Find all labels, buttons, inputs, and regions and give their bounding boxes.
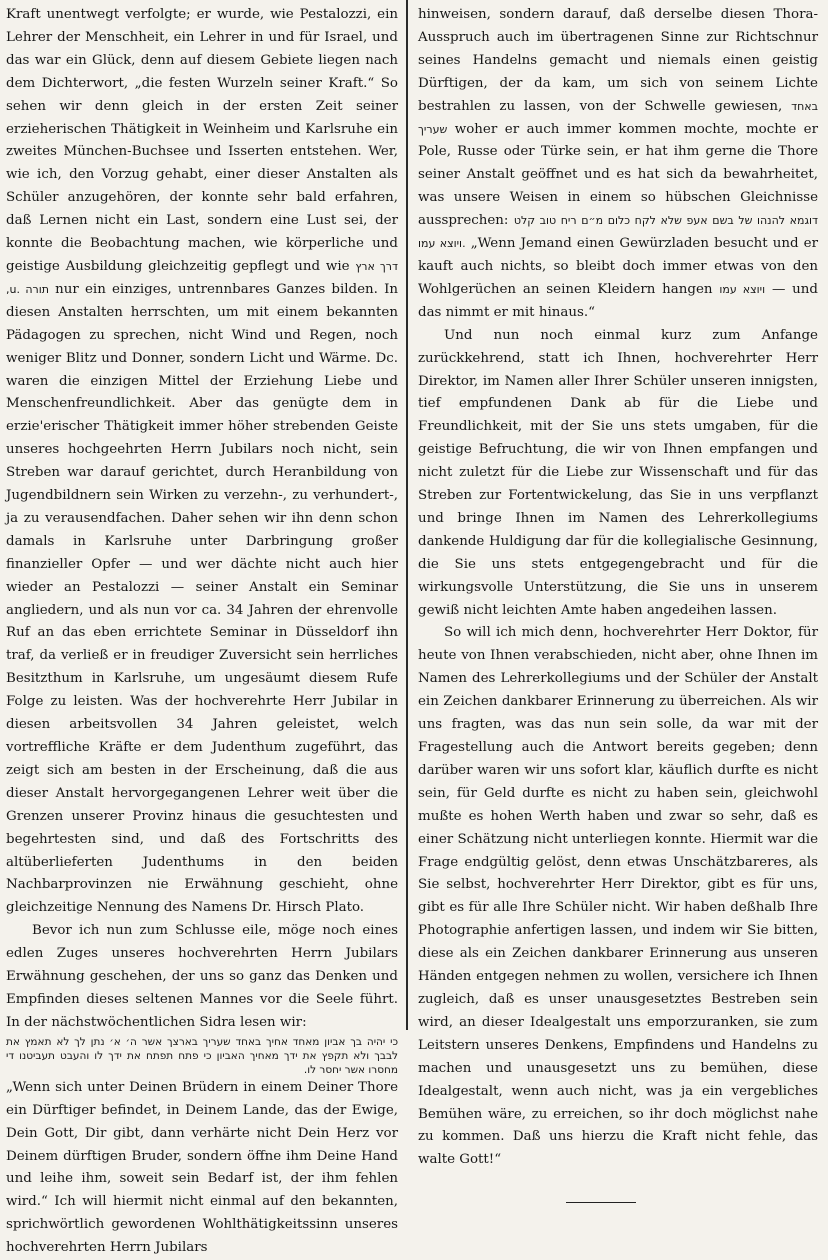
left-paragraph-1 — [6, 4, 398, 920]
hebrew-phrase-beachad-shearecha: באחד שעריך — [418, 99, 818, 136]
hebrew-parable-quote: דוגמא להנהו של בשם אעפ שלא לקח כלום מ״ם ריח טוב קלט ויוצא עמו. — [418, 214, 819, 251]
left-paragraph-1-text: Kraft unentwegt verfolgte; er wurde, wie Pestalozzi, ein Lehrer der Menschheit, ein Lehrer in und für Israel, und das war ein Glück, denn auf diesem Gebiete liegen nach dem Dichterwort, „die festen Wurzeln seiner Kraft.“ So sehen wir denn gleich in der ersten Zeit seiner erzieherischen Thätigkeit in Weinheim und Karlsruhe ein zweites München-Buchsee und Isserten entstehen. Wer, wie ich, den Vorzug gehabt, einer dieser Anstalten als Schüler anzugehören, der konnte sehr bald erfahren, daß Lernen nicht ein Last, sondern eine Lust sei, der konnte die Beobachtung machen, wie körperliche und geistige Ausbildung gleichzeitig gepflegt und wie — [6, 7, 398, 274]
right-paragraph-2: Und nun noch einmal kurz zum Anfange zurückkehrend, statt ich Ihnen, hochverehrter Herr Direktor, im Namen aller Ihrer Schüler unseren innigsten, tief empfundenen Dank ab für die Liebe und Freundlichkeit, mit der Sie uns stets umgaben, für die geistige Befruchtung, die wir von Ihnen empfangen und nicht zuletzt für die Liebe zur Wissenschaft und für das Streben zur Fortentwickelung, das Sie in uns verpflanzt und bringe Ihnen im Namen des Lehrerkollegiums dankende Huldigung dar für die kollegialische Gesinnung, die Sie uns stets entgegengebracht und für die wirkungsvolle Unterstützung, die Sie uns in unserem gewiß nicht leichten Amte haben angedeihen lassen. — [418, 327, 818, 618]
left-paragraph-2-text: Bevor ich nun zum Schlusse eile, möge noch eines edlen Zuges unseres hochverehrten Herrn Jubilars Erwähnung geschehen, der uns so ganz das Denken und Empfinden dieses seltenen Mannes vor die Seele führt. In der nächstwöchentlichen Sidra lesen wir: — [6, 923, 398, 1030]
left-paragraph-1-continuation: nur ein einziges, untrennbares Ganzes bilden. In diesen Anstalten herrschten, um mit einem bekannten Pädagogen zu sprechen, nicht Wind und Regen, noch weniger Blitz und Donner, sondern Licht und Wärme. Dc. waren die einzigen Mittel der Erziehung Liebe und Menschenfreundlichkeit. Aber das genügte dem in erzie'erischer Thätigkeit immer höher strebenden Geiste unseres hochgeehrten Herrn Jubilars noch nicht, sein Streben war darauf gerichtet, durch Heranbildung von Jugendbildnern sein Wirken zu verzehn-, zu verhundert-, ja zu verausendfachen. Daher sehen wir ihn denn schon damals in Karlsruhe unter Darbringung großer finanzieller Opfer — und wer dächte nicht auch hier wieder an Pestalozzi — seiner Anstalt ein Seminar angliedern, und als nun vor ca. 34 Jahren der ehrenvolle Ruf an das eben errichtete Seminar in Düsseldorf ihn traf, da verließ er in freudiger Zuversicht sein herrliches Besitzthum in Karlsruhe, um ungesäumt diesem Rufe Folge zu leisten. Was der hochverehrte Herr Jubilar in diesen arbeitsvollen 34 Jahren geleistet, welch vortreffliche Kräfte er dem Judenthum zugeführt, das zeigt sich am besten in der Erscheinung, daß die aus dieser Anstalt hervorgegangenen Lehrer weit über die Grenzen unserer Provinz hinaus die gesuchtesten und begehrtesten sind, und daß des Fortschritts des altüberlieferten Judenthums in den beiden Nachbarprovinzen nie Erwähnung geschieht, ohne gleichzeitige Nennung des Namens Dr. Hirsch Plato. — [6, 281, 398, 916]
right-paragraph-1-end: „Wenn Jemand einen Gewürzladen besucht und er kauft auch nichts, so bleibt doch immer etwas von den Wohlgerüchen an seinen Kleidern hangen — [418, 236, 819, 297]
hebrew-phrase-veyotze-imo: ויוצא עמו — [719, 282, 766, 296]
hebrew-phrase-derech-eretz: דרך ארץ ,u. תורה — [6, 259, 398, 296]
right-column — [408, 4, 819, 1168]
closing-rule — [566, 1202, 636, 1203]
left-paragraph-2-quote: „Wenn sich unter Deinen Brüdern in einem Deiner Thore ein Dürftiger befindet, in Deinem Lande, das der Ewige, Dein Gott, Dir gibt, dann verhärte nicht Dein Herz vor Deinem dürftigen Bruder, sondern öffne ihm Deine Hand und leihe ihm, soweit sein Bedarf ist, der ihm fehlen wird.“ Ich will hiermit nicht einmal auf den bekannten, sprichwörtlich gewordenen Wohlthätigkeitssinn unseres hochverehrten Herrn Jubilars — [6, 1079, 398, 1256]
left-column — [6, 4, 406, 1256]
right-paragraph-1-tail: — und das nimmt er mit hinaus.“ — [418, 281, 818, 320]
hebrew-torah-quote: כי יהיה בך אביון מאחד אחיך באחד שעריך בארצך אשר ה׳ א׳ נתן לך לא תאמץ את לבבך ולא תקפץ את ידך מאחיך האביון כי פתח תפתח את ידך לו והעבט תעביטנו די מחסרו אשר יחסר לו. — [6, 1035, 398, 1076]
right-paragraph-1 — [418, 4, 818, 325]
left-paragraph-2 — [6, 920, 398, 1035]
right-paragraph-3: So will ich mich denn, hochverehrter Herr Doktor, für heute von Ihnen verabschieden, nicht aber, ohne Ihnen im Namen des Lehrerkollegiums und der Schüler der Anstalt ein Zeichen dankbarer Erinnerung zu überreichen. Als wir uns fragten, was das nun sein solle, da war mit der Fragestellung auch die Antwort bereits gegeben; denn darüber waren wir uns sofort klar, käuflich durfte es nicht sein, für Geld durfte es nicht zu haben sein, gleichwohl mußte es hohen Werth haben und zwar so sehr, daß es einer Schätzung nicht unterliegen konnte. Hiermit war die Frage endgültig gelöst, denn etwas Unschätzbareres, als Sie selbst, hochverehrter Herr Direktor, gibt es für uns, gibt es für alle Ihre Schüler nicht. Wir haben deßhalb Ihre Photographie anfertigen lassen, und indem wir Sie bitten, diese als ein Zeichen dankbarer Erinnerung aus unseren Händen entgegen nehmen zu wollen, versichere ich Ihnen zugleich, daß es unser unausgesetztes Bestreben sein wird, an dieser Idealgestalt uns emporzuranken, sie zum Leitstern unseres Denkens, Empfindens und Handelns zu machen und unausgesetzt uns zu bemühen, diese Idealgestalt, wenn auch nicht, was ja ein vergebliches Bemühen wäre, zu erreichen, so ihr doch möglichst nahe zu kommen. Daß uns hierzu die Kraft nicht fehle, das walte Gott!“ — [418, 625, 818, 1168]
right-paragraph-1-middle: woher er auch immer kommen mochte, mochte er Pole, Russe oder Türke sein, er hat ihm gerne die Thore seiner Anstalt geöffnet und es hat sich da bewahrheitet, was unsere Weisen in einem so hübschen Gleichnisse aussprechen: — [418, 121, 818, 229]
right-paragraph-1-start: hinweisen, sondern darauf, daß derselbe diesen Thora-Ausspruch auch im übertragenen Sinne zur Richtschnur seines Handelns gemacht und niemals einen geistig Dürftigen, der da kam, um sich von seinem Lichte bestrahlen zu lassen, von der Schwelle gewiesen, — [418, 7, 818, 114]
